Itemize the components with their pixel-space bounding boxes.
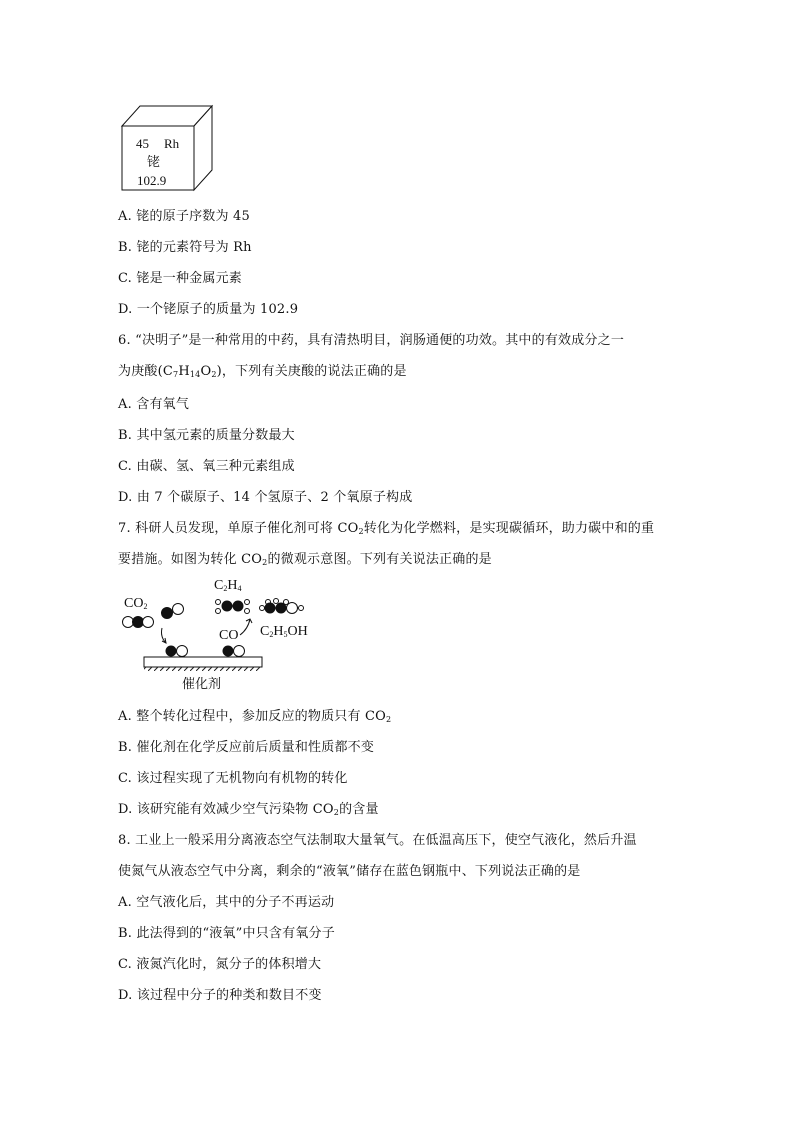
subscript: 2 <box>269 630 274 639</box>
co-label: CO <box>219 628 239 643</box>
option-text: 由 7 个碳原子、14 个氢原子、2 个氧原子构成 <box>136 490 413 505</box>
c2h4-molecule <box>216 600 250 614</box>
option-key: D. <box>118 490 133 505</box>
q7-option-a[interactable] <box>118 708 391 729</box>
atomic-number: 45 <box>136 136 149 151</box>
q6-option-c[interactable] <box>118 458 295 476</box>
option-key: C. <box>118 271 133 286</box>
subscript: 2 <box>223 584 228 593</box>
q7-option-b[interactable] <box>118 739 374 757</box>
q8-option-c[interactable] <box>118 956 321 974</box>
stem-text: 要措施。如图为转化 CO <box>118 552 263 567</box>
option-text: 此法得到的“液氧”中只含有氧分子 <box>136 926 335 941</box>
subscript: 2 <box>333 808 340 817</box>
stem-text: 的微观示意图。下列有关说法正确的是 <box>267 552 492 567</box>
option-text: 其中氢元素的质量分数最大 <box>136 428 295 443</box>
option-key: C. <box>118 957 133 972</box>
option-text: 铑是一种金属元素 <box>136 271 242 286</box>
adsorbed-co-right <box>223 646 245 657</box>
option-text: 铑的原子序数为 45 <box>136 209 250 224</box>
q7-option-c[interactable] <box>118 770 348 788</box>
q5-option-c[interactable] <box>118 270 242 288</box>
option-key: D. <box>118 302 133 317</box>
stem-text: O <box>200 364 212 379</box>
option-key: D. <box>118 802 133 817</box>
option-key: D. <box>118 988 133 1003</box>
option-key: B. <box>118 240 133 255</box>
option-tail: 的含量 <box>339 802 379 817</box>
subscript: 2 <box>386 715 392 724</box>
co2-label <box>124 597 147 614</box>
label-text: CO <box>124 596 144 611</box>
subscript: 2 <box>143 602 148 611</box>
c2h4-label <box>214 579 241 596</box>
co2-molecule <box>123 617 154 628</box>
stem-text: 转化为化学燃料，是实现碳循环，助力碳中和的重 <box>363 521 655 536</box>
q5-option-b[interactable] <box>118 239 252 257</box>
label-text: C <box>214 578 224 593</box>
option-key: A. <box>118 397 132 412</box>
option-text: 一个铑原子的质量为 102.9 <box>136 302 299 317</box>
option-text: 液氮汽化时，氮分子的体积增大 <box>136 957 322 972</box>
option-key: C. <box>118 459 133 474</box>
option-text: 空气液化后，其中的分子不再运动 <box>136 895 335 910</box>
co2-conversion-diagram <box>118 575 323 695</box>
element-symbol: Rh <box>164 136 180 151</box>
option-key: A. <box>118 209 132 224</box>
option-text: 整个转化过程中，参加反应的物质只有 CO <box>136 709 387 724</box>
co-molecule-upper <box>162 604 184 619</box>
label-text: OH <box>287 624 308 639</box>
option-text: 该过程实现了无机物向有机物的转化 <box>136 771 348 786</box>
q6-stem-line2 <box>118 363 407 384</box>
q8-option-a[interactable] <box>118 894 334 912</box>
option-text: 由碳、氢、氧三种元素组成 <box>136 459 295 474</box>
option-text: 含有氧气 <box>136 397 190 412</box>
c2h5oh-molecule <box>260 599 304 614</box>
option-key: B. <box>118 926 133 941</box>
catalyst-label: 催化剂 <box>182 677 222 692</box>
q8-option-b[interactable] <box>118 925 335 943</box>
adsorbed-co-left <box>166 646 188 657</box>
option-key: A. <box>118 709 132 724</box>
stem-text: 为庚酸(C <box>118 364 174 379</box>
q6-stem-line1: 6. “决明子”是一种常用的中药，具有清热明目，润肠通便的功效。其中的有效成分之一 <box>118 333 625 348</box>
c2h5oh-label <box>260 625 308 642</box>
option-text: 该过程中分子的种类和数目不变 <box>136 988 322 1003</box>
subscript: 5 <box>283 630 288 639</box>
option-key: A. <box>118 895 132 910</box>
subscript: 4 <box>237 584 242 593</box>
q7-option-d[interactable] <box>118 801 379 822</box>
stem-text: 7. 科研人员发现，单原子催化剂可将 CO <box>118 521 359 536</box>
q8-option-d[interactable] <box>118 987 322 1005</box>
subscript: 2 <box>211 370 217 379</box>
option-text: 该研究能有效减少空气污染物 CO <box>136 802 334 817</box>
subscript: 14 <box>189 370 201 379</box>
element-name: 铑 <box>147 155 161 170</box>
option-text: 催化剂在化学反应前后质量和性质都不变 <box>136 740 375 755</box>
stem-text: H <box>178 364 190 379</box>
q7-stem-line1 <box>118 520 654 541</box>
option-key: B. <box>118 740 133 755</box>
stem-text: )，下列有关庚酸的说法正确的是 <box>216 364 407 379</box>
arrow-up <box>240 619 250 635</box>
subscript: 2 <box>262 558 268 567</box>
label-text: C <box>260 624 270 639</box>
q8-stem-line1: 8. 工业上一般采用分离液态空气法制取大量氧气。在低温高压下，使空气液化，然后升温 <box>118 833 637 848</box>
q8-stem-line2: 使氮气从液态空气中分离，剩余的“液氧”储存在蓝色钢瓶中、下列说法正确的是 <box>118 864 581 879</box>
q6-option-a[interactable] <box>118 396 189 414</box>
option-text: 铑的元素符号为 Rh <box>136 240 252 255</box>
option-key: C. <box>118 771 133 786</box>
label-text: H <box>227 578 238 593</box>
q5-option-d[interactable] <box>118 301 298 319</box>
option-key: B. <box>118 428 133 443</box>
q7-stem-line2 <box>118 551 492 572</box>
subscript: 2 <box>358 527 364 536</box>
subscript: 7 <box>173 370 179 379</box>
element-card <box>118 102 214 192</box>
q6-option-d[interactable] <box>118 489 412 507</box>
element-mass: 102.9 <box>137 173 167 188</box>
catalyst-surface <box>144 657 262 667</box>
q5-option-a[interactable] <box>118 208 250 226</box>
q6-option-b[interactable] <box>118 427 295 445</box>
label-text: H <box>273 624 284 639</box>
